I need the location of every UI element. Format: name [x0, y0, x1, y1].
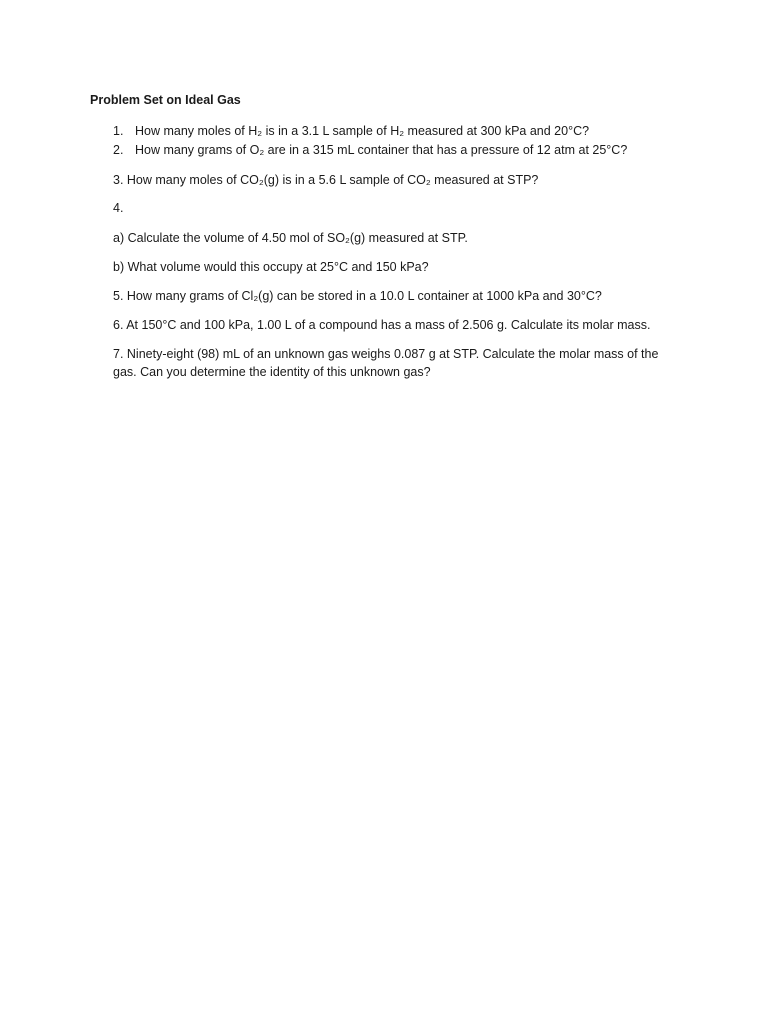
- document-title: Problem Set on Ideal Gas: [90, 93, 241, 107]
- question-1-text: How many moles of H₂ is in a 3.1 L sample of H₂ measured at 300 kPa and 20°C?: [135, 124, 590, 138]
- question-7: 7. Ninety-eight (98) mL of an unknown gas weighs 0.087 g at STP. Calculate the molar mass of the gas. Can you determine the identity of this unknown gas?: [113, 347, 659, 379]
- question-2-number: 2.: [113, 143, 124, 157]
- question-2-text: How many grams of O₂ are in a 315 mL container that has a pressure of 12 atm at 25°C?: [135, 143, 628, 157]
- question-3: 3. How many moles of CO₂(g) is in a 5.6 L sample of CO₂ measured at STP?: [113, 173, 539, 187]
- question-1-number: 1.: [113, 124, 124, 138]
- question-1: [113, 122, 589, 140]
- question-5: 5. How many grams of Cl₂(g) can be stored in a 10.0 L container at 1000 kPa and 30°C?: [113, 289, 602, 303]
- question-4a: a) Calculate the volume of 4.50 mol of SO₂(g) measured at STP.: [113, 231, 468, 245]
- question-6: 6. At 150°C and 100 kPa, 1.00 L of a compound has a mass of 2.506 g. Calculate its molar mass.: [113, 318, 651, 332]
- question-4b: b) What volume would this occupy at 25°C and 150 kPa?: [113, 260, 429, 274]
- question-4: 4.: [113, 201, 124, 215]
- question-2: [113, 141, 627, 159]
